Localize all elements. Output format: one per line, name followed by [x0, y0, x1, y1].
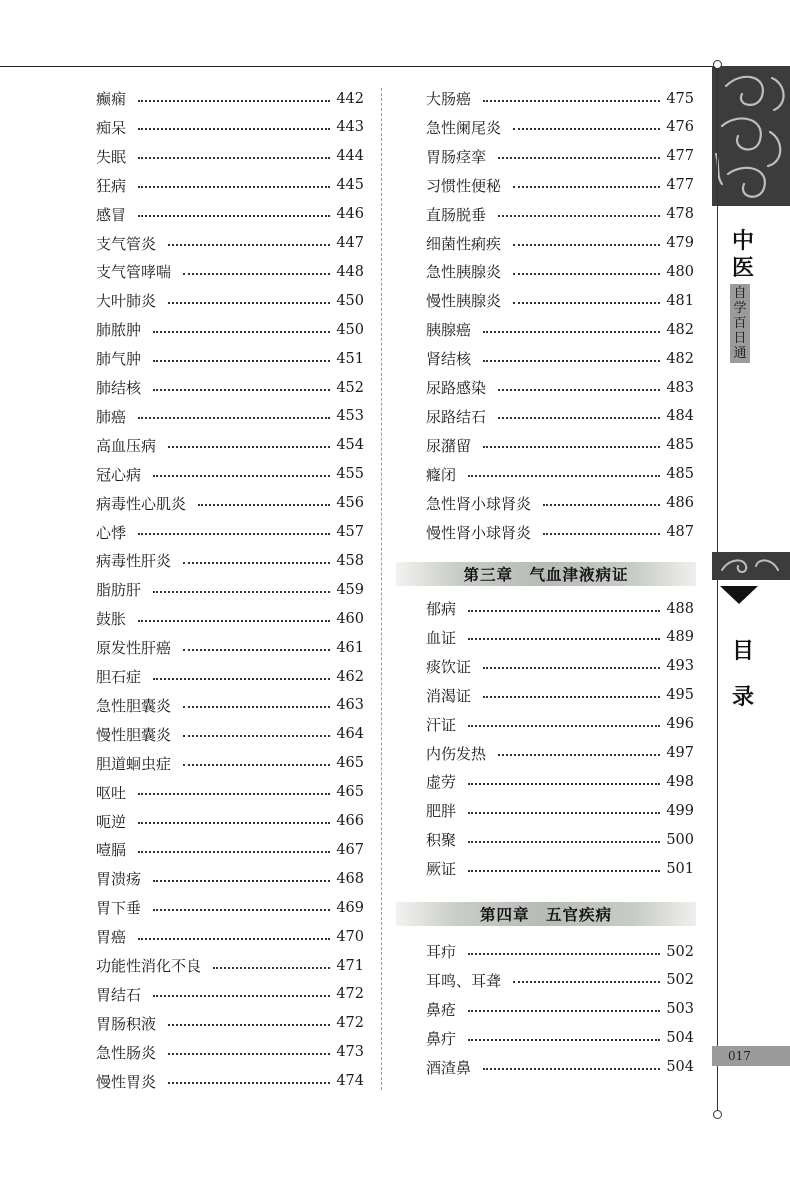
toc-entry-title: 癫痫 — [96, 90, 127, 108]
toc-entry-page: 472 — [336, 986, 364, 1003]
toc-entry-page: 457 — [336, 524, 364, 540]
toc-entry-page: 442 — [336, 90, 364, 107]
toc-entry-page: 465 — [336, 784, 364, 801]
toc-entry-page: 478 — [666, 206, 694, 223]
toc-leader-dots — [498, 754, 660, 756]
toc-leader-dots — [138, 533, 330, 535]
toc-leader-dots — [483, 1068, 660, 1070]
toc-entry-title: 胰腺癌 — [426, 321, 472, 340]
toc-entry[interactable] — [426, 594, 694, 623]
chapter-4-heading[interactable]: 第四章 五官疾病 — [396, 902, 696, 926]
toc-entry-page: 487 — [666, 524, 694, 540]
toc-leader-dots — [153, 331, 330, 333]
toc-entry-title: 病毒性肝炎 — [96, 552, 172, 571]
toc-leader-dots — [468, 1039, 660, 1041]
toc-entry-title: 痰饮证 — [426, 657, 472, 676]
toc-entry-page: 461 — [336, 639, 364, 656]
toc-entry-title: 急性阑尾炎 — [426, 118, 502, 137]
toc-entry[interactable] — [426, 171, 694, 200]
toc-entry-title: 慢性胃炎 — [96, 1072, 157, 1091]
toc-entry[interactable] — [96, 720, 364, 749]
toc-entry-title: 鼓胀 — [96, 610, 127, 629]
toc-entry[interactable] — [96, 518, 364, 547]
toc-leader-dots — [138, 186, 330, 188]
toc-entry[interactable] — [426, 1024, 694, 1053]
section-title: 目录 — [731, 638, 754, 710]
toc-entry-title: 肺结核 — [96, 379, 142, 397]
toc-leader-dots — [483, 446, 660, 448]
toc-entry-page: 503 — [666, 1001, 694, 1018]
toc-entry-title: 原发性肝癌 — [96, 639, 172, 658]
toc-entry-title: 心悸 — [96, 523, 127, 542]
toc-entry-title: 直肠脱垂 — [426, 205, 487, 224]
toc-entry-title: 汗证 — [426, 715, 457, 734]
toc-entry-title: 慢性胰腺炎 — [426, 292, 502, 311]
toc-entry[interactable] — [426, 489, 694, 518]
toc-entry-title: 急性肠炎 — [96, 1043, 157, 1062]
toc-entry[interactable] — [96, 200, 364, 229]
toc-entry[interactable] — [426, 142, 694, 171]
toc-entry-page: 489 — [666, 629, 694, 646]
toc-leader-dots — [153, 909, 330, 911]
toc-entry-page: 499 — [666, 802, 694, 819]
toc-leader-dots — [468, 841, 660, 843]
toc-entry[interactable] — [96, 229, 364, 258]
toc-leader-dots — [183, 764, 330, 766]
toc-entry-title: 胆道蛔虫症 — [96, 754, 172, 773]
toc-entry[interactable] — [96, 893, 364, 922]
toc-entry[interactable] — [426, 796, 694, 825]
toc-leader-dots — [168, 1082, 330, 1084]
toc-entry-page: 448 — [336, 263, 364, 280]
toc-entry-page: 500 — [666, 831, 694, 848]
page-number: 017 — [712, 1046, 790, 1066]
sidebar-rule — [717, 64, 718, 1114]
toc-entry-title: 耳疖 — [426, 943, 457, 961]
toc-entry-title: 急性肾小球肾炎 — [426, 494, 532, 513]
toc-entry-page: 504 — [666, 1059, 694, 1076]
series-title: 中医 — [731, 228, 754, 281]
toc-entry-page: 476 — [666, 119, 694, 136]
toc-entry-title: 胃肠痉挛 — [426, 147, 487, 166]
toc-leader-dots — [138, 851, 330, 853]
toc-leader-dots — [183, 562, 330, 564]
toc-entry-page: 484 — [666, 408, 694, 425]
toc-entry-page: 456 — [336, 495, 364, 512]
toc-entry-page: 477 — [666, 177, 694, 194]
toc-entry-title: 慢性胆囊炎 — [96, 725, 172, 744]
toc-entry[interactable] — [426, 200, 694, 229]
toc-leader-dots — [483, 667, 660, 669]
toc-entry-title: 酒渣鼻 — [426, 1058, 472, 1077]
toc-entry[interactable] — [96, 171, 364, 200]
toc-entry[interactable] — [96, 84, 364, 113]
toc-entry-page: 459 — [336, 581, 364, 598]
toc-leader-dots — [168, 302, 330, 304]
toc-entry[interactable] — [96, 807, 364, 836]
toc-entry-page: 483 — [666, 379, 694, 396]
toc-entry-title: 细菌性痢疾 — [426, 234, 502, 253]
toc-entry[interactable] — [96, 604, 364, 633]
toc-leader-dots — [153, 389, 330, 391]
toc-entry[interactable] — [96, 575, 364, 604]
toc-entry-page: 485 — [666, 466, 694, 483]
toc-entry-page: 496 — [666, 716, 694, 733]
toc-entry-title: 慢性肾小球肾炎 — [426, 523, 532, 542]
toc-entry[interactable] — [426, 402, 694, 431]
toc-entry-title: 大叶肺炎 — [96, 292, 157, 311]
toc-entry-title: 噎膈 — [96, 841, 127, 860]
toc-entry-title: 内伤发热 — [426, 744, 487, 763]
toc-entry-title: 脂肪肝 — [96, 581, 142, 600]
toc-entry-title: 习惯性便秘 — [426, 176, 502, 195]
toc-entry-title: 感冒 — [96, 205, 127, 224]
toc-leader-dots — [468, 1010, 660, 1012]
toc-leader-dots — [513, 273, 660, 275]
column-divider — [381, 88, 382, 1090]
toc-entry[interactable] — [426, 229, 694, 258]
toc-leader-dots — [153, 591, 330, 593]
toc-entry-title: 胆石症 — [96, 668, 142, 686]
toc-entry[interactable] — [426, 431, 694, 460]
toc-entry[interactable] — [96, 257, 364, 286]
toc-entry[interactable] — [426, 767, 694, 796]
toc-leader-dots — [468, 725, 660, 727]
toc-entry-page: 485 — [666, 437, 694, 454]
toc-leader-dots — [468, 953, 660, 955]
toc-leader-dots — [168, 1053, 330, 1055]
toc-entry[interactable] — [96, 1067, 364, 1096]
toc-entry[interactable] — [426, 623, 694, 652]
toc-leader-dots — [168, 446, 330, 448]
toc-entry[interactable] — [426, 315, 694, 344]
toc-leader-dots — [153, 360, 330, 362]
toc-leader-dots — [498, 215, 660, 217]
toc-leader-dots — [138, 620, 330, 622]
toc-entry[interactable] — [426, 937, 694, 966]
toc-leader-dots — [138, 128, 330, 130]
toc-entry[interactable] — [426, 257, 694, 286]
toc-leader-dots — [483, 331, 660, 333]
toc-entry-title: 高血压病 — [96, 436, 157, 455]
toc-entry[interactable] — [426, 739, 694, 768]
toc-leader-dots — [138, 215, 330, 217]
toc-entry-page: 450 — [336, 321, 364, 338]
toc-leader-dots — [183, 735, 330, 737]
toc-entry-page: 474 — [336, 1073, 364, 1090]
toc-leader-dots — [513, 981, 660, 983]
toc-entry-title: 尿路感染 — [426, 379, 487, 397]
toc-entry-page: 468 — [336, 870, 364, 887]
toc-leader-dots — [513, 244, 660, 246]
toc-entry-page: 482 — [666, 350, 694, 367]
toc-entry[interactable] — [96, 489, 364, 518]
toc-leader-dots — [183, 273, 330, 275]
toc-entry-page: 467 — [336, 841, 364, 858]
toc-entry-page: 502 — [666, 943, 694, 960]
toc-entry[interactable] — [426, 373, 694, 402]
toc-entry-title: 胃溃疡 — [96, 870, 142, 889]
toc-entry[interactable] — [426, 995, 694, 1024]
toc-leader-dots — [198, 504, 330, 506]
toc-entry[interactable] — [96, 431, 364, 460]
toc-entry-title: 肺癌 — [96, 407, 127, 426]
toc-entry-page: 477 — [666, 148, 694, 165]
toc-entry-title: 肥胖 — [426, 802, 457, 821]
toc-entry-title: 失眠 — [96, 147, 127, 166]
toc-entry-page: 466 — [336, 813, 364, 829]
toc-leader-dots — [183, 649, 330, 651]
toc-entry[interactable] — [96, 344, 364, 373]
toc-leader-dots — [168, 1024, 330, 1026]
toc-entry-title: 尿潴留 — [426, 436, 472, 455]
toc-entry-page: 451 — [336, 350, 364, 367]
toc-entry-title: 冠心病 — [96, 465, 142, 484]
toc-leader-dots — [153, 678, 330, 680]
toc-entry[interactable] — [96, 835, 364, 864]
toc-entry-page: 469 — [336, 899, 364, 916]
toc-entry-title: 胃下垂 — [96, 899, 142, 918]
toc-entry-page: 472 — [336, 1015, 364, 1032]
toc-entry-title: 郁病 — [426, 600, 457, 618]
toc-entry-page: 498 — [666, 773, 694, 790]
toc-leader-dots — [468, 783, 660, 785]
toc-entry-page: 455 — [336, 466, 364, 483]
toc-entry[interactable] — [96, 749, 364, 778]
toc-leader-dots — [153, 995, 330, 997]
toc-entry-title: 呕吐 — [96, 783, 127, 802]
toc-leader-dots — [513, 302, 660, 304]
toc-entry[interactable] — [426, 460, 694, 489]
toc-entry-page: 475 — [666, 90, 694, 107]
toc-entry-page: 497 — [666, 745, 694, 761]
toc-leader-dots — [483, 360, 660, 362]
toc-entry-page: 479 — [666, 235, 694, 251]
toc-entry[interactable] — [426, 652, 694, 681]
toc-leader-dots — [543, 504, 660, 506]
toc-entry-title: 肺脓肿 — [96, 321, 142, 340]
toc-entry-page: 462 — [336, 668, 364, 685]
toc-leader-dots — [543, 533, 660, 535]
toc-entry-page: 493 — [666, 658, 694, 675]
toc-entry-page: 470 — [336, 928, 364, 945]
ornament-cloud-icon — [712, 66, 790, 206]
chapter-3-heading[interactable]: 第三章 气血津液病证 — [396, 562, 696, 586]
toc-entry[interactable] — [96, 546, 364, 575]
toc-leader-dots — [213, 967, 330, 969]
toc-entry-title: 支气管哮喘 — [96, 263, 172, 282]
toc-entry-page: 473 — [336, 1044, 364, 1061]
toc-leader-dots — [138, 822, 330, 824]
toc-leader-dots — [468, 870, 660, 872]
toc-entry-title: 厥证 — [426, 860, 457, 879]
toc-entry-page: 502 — [666, 972, 694, 989]
toc-entry-page: 445 — [336, 177, 364, 194]
toc-entry-title: 大肠癌 — [426, 90, 472, 108]
toc-entry-page: 463 — [336, 697, 364, 714]
toc-entry-page: 460 — [336, 610, 364, 627]
toc-entry-page: 481 — [666, 292, 694, 309]
toc-leader-dots — [468, 610, 660, 612]
toc-entry-page: 454 — [336, 437, 364, 454]
toc-entry-page: 471 — [336, 957, 364, 974]
toc-leader-dots — [138, 157, 330, 159]
toc-entry[interactable] — [96, 1038, 364, 1067]
sidebar-dot-top — [713, 60, 722, 69]
toc-entry-title: 尿路结石 — [426, 407, 487, 426]
toc-entry[interactable] — [96, 980, 364, 1009]
toc-leader-dots — [483, 696, 660, 698]
toc-entry-title: 胃癌 — [96, 928, 127, 947]
toc-entry[interactable] — [426, 854, 694, 883]
toc-entry-title: 胃结石 — [96, 985, 142, 1004]
toc-leader-dots — [138, 793, 330, 795]
toc-entry-title: 肾结核 — [426, 350, 472, 369]
toc-entry[interactable] — [96, 460, 364, 489]
toc-entry-page: 480 — [666, 263, 694, 280]
toc-leader-dots — [468, 812, 660, 814]
toc-entry-title: 支气管炎 — [96, 234, 157, 253]
toc-entry-title: 癃闭 — [426, 465, 457, 484]
triangle-down-icon — [720, 586, 758, 604]
toc-entry-title: 急性胰腺炎 — [426, 263, 502, 282]
toc-entry-page: 486 — [666, 495, 694, 512]
toc-entry-page: 444 — [336, 148, 364, 165]
toc-entry[interactable] — [426, 1053, 694, 1082]
toc-entry-title: 胃肠积液 — [96, 1014, 157, 1033]
toc-entry-title: 痴呆 — [96, 118, 127, 137]
toc-entry[interactable] — [426, 84, 694, 113]
toc-leader-dots — [168, 244, 330, 246]
toc-entry-page: 488 — [666, 600, 694, 617]
toc-entry-title: 肺气肿 — [96, 350, 142, 369]
series-subtitle: 自学百日通 — [730, 284, 750, 363]
top-margin — [0, 0, 790, 66]
toc-entry-page: 482 — [666, 321, 694, 338]
toc-entry[interactable] — [96, 113, 364, 142]
toc-entry-page: 501 — [666, 860, 694, 877]
toc-entry-page: 495 — [666, 687, 694, 704]
toc-leader-dots — [498, 157, 660, 159]
toc-entry[interactable] — [96, 286, 364, 315]
toc-entry[interactable] — [426, 344, 694, 373]
toc-entry-title: 急性胆囊炎 — [96, 696, 172, 715]
toc-entry[interactable] — [96, 778, 364, 807]
toc-entry-page: 453 — [336, 408, 364, 425]
toc-entry-page: 464 — [336, 726, 364, 743]
toc-entry-title: 狂病 — [96, 176, 127, 195]
toc-entry[interactable] — [426, 113, 694, 142]
toc-leader-dots — [468, 638, 660, 640]
toc-leader-dots — [183, 706, 330, 708]
toc-entry-title: 功能性消化不良 — [96, 957, 202, 975]
toc-leader-dots — [498, 417, 660, 419]
toc-leader-dots — [513, 128, 660, 130]
toc-entry[interactable] — [96, 864, 364, 893]
toc-entry[interactable] — [96, 951, 364, 980]
toc-entry[interactable] — [426, 681, 694, 710]
toc-leader-dots — [138, 100, 330, 102]
toc-entry-title: 病毒性心肌炎 — [96, 494, 187, 513]
toc-leader-dots — [468, 475, 660, 477]
toc-leader-dots — [483, 100, 660, 102]
toc-leader-dots — [498, 389, 660, 391]
toc-entry[interactable] — [96, 633, 364, 662]
toc-entry[interactable] — [96, 373, 364, 402]
top-rule — [0, 66, 718, 67]
toc-entry[interactable] — [96, 662, 364, 691]
toc-entry[interactable] — [96, 922, 364, 951]
toc-leader-dots — [138, 938, 330, 940]
toc-entry-page: 504 — [666, 1030, 694, 1047]
toc-entry[interactable] — [426, 518, 694, 547]
toc-entry-page: 452 — [336, 379, 364, 396]
toc-entry[interactable] — [96, 1009, 364, 1038]
toc-leader-dots — [153, 880, 330, 882]
toc-leader-dots — [138, 417, 330, 419]
toc-leader-dots — [153, 475, 330, 477]
toc-entry-page: 465 — [336, 755, 364, 772]
toc-entry[interactable] — [96, 691, 364, 720]
section-ornament-icon — [712, 552, 790, 580]
toc-entry-title: 血证 — [426, 628, 457, 647]
toc-entry-page: 458 — [336, 552, 364, 569]
toc-entry-title: 耳鸣、耳聋 — [426, 971, 502, 990]
toc-entry[interactable] — [426, 825, 694, 854]
toc-entry-title: 鼻疔 — [426, 1029, 457, 1048]
toc-entry[interactable] — [426, 710, 694, 739]
toc-entry[interactable] — [426, 286, 694, 315]
toc-entry-title: 虚劳 — [426, 773, 457, 792]
toc-entry[interactable] — [426, 966, 694, 995]
toc-entry-title: 鼻疮 — [426, 1000, 457, 1019]
toc-entry[interactable] — [96, 142, 364, 171]
toc-entry-page: 446 — [336, 206, 364, 223]
toc-entry-page: 443 — [336, 119, 364, 136]
toc-entry[interactable] — [96, 315, 364, 344]
toc-entry-title: 积聚 — [426, 831, 457, 850]
sidebar-dot-bottom — [713, 1110, 722, 1119]
toc-entry[interactable] — [96, 402, 364, 431]
toc-entry-page: 450 — [336, 292, 364, 309]
toc-leader-dots — [513, 186, 660, 188]
toc-entry-title: 呃逆 — [96, 812, 127, 831]
toc-entry-page: 447 — [336, 235, 364, 251]
toc-entry-title: 消渴证 — [426, 686, 472, 705]
